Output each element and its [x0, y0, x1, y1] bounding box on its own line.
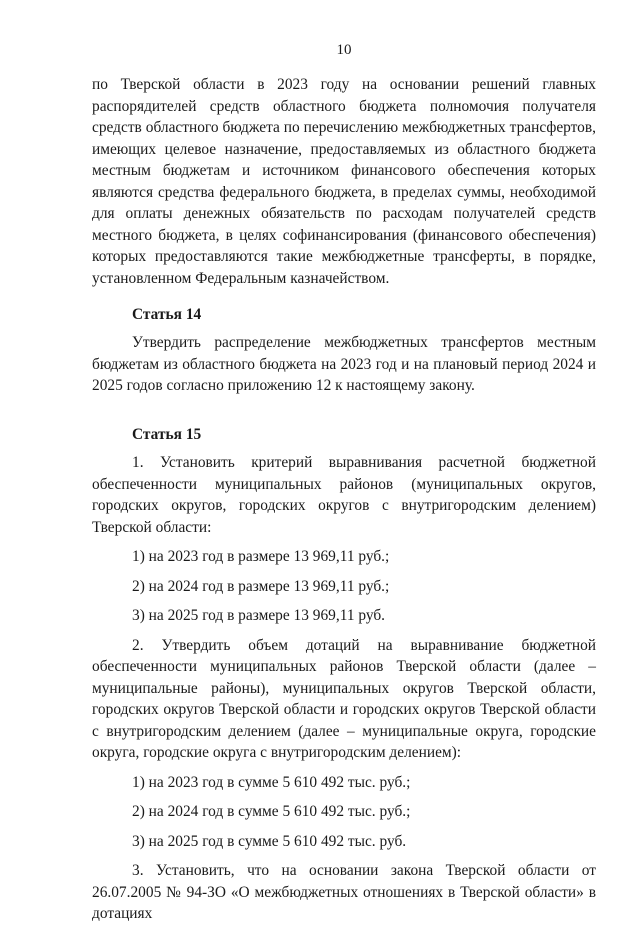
list-item: 2) на 2024 год в сумме 5 610 492 тыс. руб.; — [132, 803, 411, 820]
article-15-section — [92, 452, 596, 925]
intro-section — [92, 74, 596, 289]
article-14-section — [92, 332, 596, 397]
article-15-heading: Статья 15 — [132, 426, 202, 443]
list-item: 3) на 2025 год в размере 13 969,11 руб. — [132, 607, 386, 624]
article-14-text: Утвердить распределение межбюджетных трансфертов местным бюджетам из областного бюджета на 2023 год и на плановый период 2024 и 2025 годов согласно приложению 12 к настоящему закону. — [92, 334, 596, 394]
page-number: 10 — [336, 42, 352, 58]
article-14-heading: Статья 14 — [132, 306, 202, 323]
list-item: 2) на 2024 год в размере 13 969,11 руб.; — [132, 577, 390, 595]
list-item: 1) на 2023 год в размере 13 969,11 руб.; — [132, 548, 390, 565]
list-item: 1) на 2023 год в сумме 5 610 492 тыс. руб.; — [132, 773, 411, 791]
article-15-paragraph-3: 3. Установить, что на основании закона Тверской области от 26.07.2005 № 94-ЗО «О межбюджетных отношениях в Тверской области» в дотациях — [92, 862, 596, 922]
article-15-paragraph-1: 1. Установить критерий выравнивания расчетной бюджетной обеспеченности муниципальных районов (муниципальных округов, городских округов, городских округов с внутригородским делением) Тверской области: — [92, 454, 596, 536]
article-15-paragraph-2: 2. Утвердить объем дотаций на выравнивание бюджетной обеспеченности муниципальных районов Тверской области (далее – муниципальные районы), муниципальных округов Тверской области, городских округов Тверской области и городских округов Тверской области с внутригородским делением (далее – муниципальные округа, городские округа, городские округа с внутригородским делением): — [92, 636, 596, 761]
intro-paragraph: по Тверской области в 2023 году на основании решений главных распорядителей средств областного бюджета полномочия получателя средств областного бюджета по перечислению межбюджетных трансфертов, имеющих целевое назначение, предоставляемых из областного бюджета местным бюджетам и источником финансового обеспечения которых являются средства федерального бюджета, в пределах суммы, необходимой для оплаты денежных обязательств по расходам получателей средств местного бюджета, в целях софинансирования (финансового обеспечения) которых предоставляются такие межбюджетные трансферты, в порядке, установленном Федеральным казначейством. — [92, 76, 596, 287]
list-item: 3) на 2025 год в сумме 5 610 492 тыс. руб. — [132, 832, 407, 850]
